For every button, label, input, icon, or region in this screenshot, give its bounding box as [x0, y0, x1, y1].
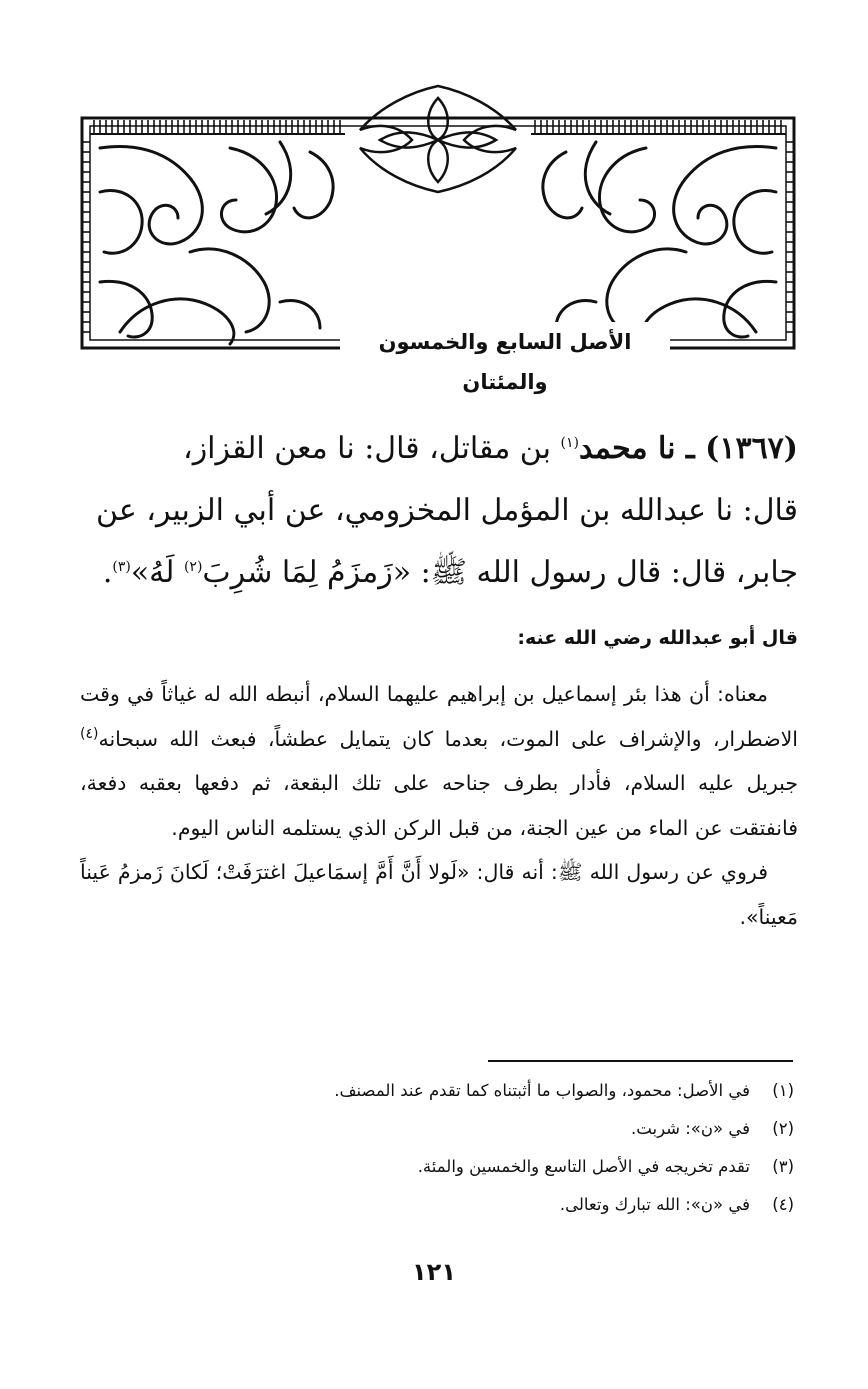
footnote [80, 1072, 794, 1110]
footnote [80, 1186, 794, 1224]
hadith-line-3-end: . [102, 555, 113, 590]
hadith-number: (١٣٦٧) ـ نا محمد [579, 431, 798, 466]
commentary-heading: قال أبو عبدالله رضي الله عنه: [517, 627, 798, 649]
footnote-number: (٢) [772, 1119, 794, 1138]
chapter-header [80, 82, 796, 394]
hadith-line-3-text: جابر، قال: قال رسول الله ﷺ: «زَمزَمُ لِمَا شُرِبَ [202, 555, 798, 590]
footnote [80, 1110, 794, 1148]
paragraph-1-part-b: جبريل عليه السلام، فأدار بطرف جناحه على تلك البقعة، ثم دفعها بعقبه دفعة، فانفتقت عن الماء من عين الجنة، من قبل الركن الذي يستلمه الناس اليوم. [80, 771, 798, 840]
paragraph-1-part-a: معناه: أن هذا بئر إسماعيل بن إبراهيم عليهما السلام، أنبطه الله له غياثاً في وقت الاضطرار، والإشراف على الموت، بعدما كان يتمايل عطشاً، فبعث الله سبحانه [80, 682, 798, 751]
footnote-number: (٤) [772, 1195, 794, 1214]
footnote-number: (١) [772, 1081, 794, 1100]
arabesque-frame-icon [80, 82, 796, 352]
footnote-text: في «ن»: الله تبارك وتعالى. [559, 1195, 750, 1214]
footnotes [80, 1072, 794, 1224]
footnote [80, 1148, 794, 1186]
footnote-ref-2[interactable]: (٢) [183, 559, 203, 575]
commentary-paragraph-1 [80, 672, 798, 850]
footnote-number: (٣) [772, 1157, 794, 1176]
footnote-ref-1[interactable]: (١) [560, 435, 579, 451]
footnote-divider [488, 1060, 793, 1062]
footnote-ref-3[interactable]: (٣) [112, 559, 131, 575]
footnote-ref-4[interactable]: (٤) [80, 725, 99, 742]
hadith-line-3-b: لَهُ» [130, 555, 184, 590]
footnote-text: تقدم تخريجه في الأصل التاسع والخمسين والمئة. [417, 1157, 750, 1176]
commentary-body [80, 672, 798, 939]
footnote-text: في «ن»: شربت. [631, 1119, 750, 1138]
hadith-line-2: قال: نا عبدالله بن المؤمل المخزومي، عن أبي الزبير، عن [96, 493, 798, 528]
hadith-line-1-rest: بن مقاتل، قال: نا معن القزاز، [183, 431, 561, 466]
hadith-line-3 [80, 542, 798, 604]
hadith-text [80, 418, 798, 604]
footnote-text: في الأصل: محمود، والصواب ما أثبتناه كما تقدم عند المصنف. [334, 1081, 750, 1100]
hadith-line-1 [80, 418, 798, 480]
page-number: ١٢١ [412, 1258, 456, 1286]
commentary-paragraph-2: فروي عن رسول الله ﷺ: أنه قال: «لَولا أَنَّ أَمَّ إسمَاعيلَ اغترَفَتْ؛ لَكانَ زَمزمُ عَيناً مَعيناً». [80, 860, 798, 929]
chapter-title: الأصل السابع والخمسون والمئتان [340, 322, 670, 402]
